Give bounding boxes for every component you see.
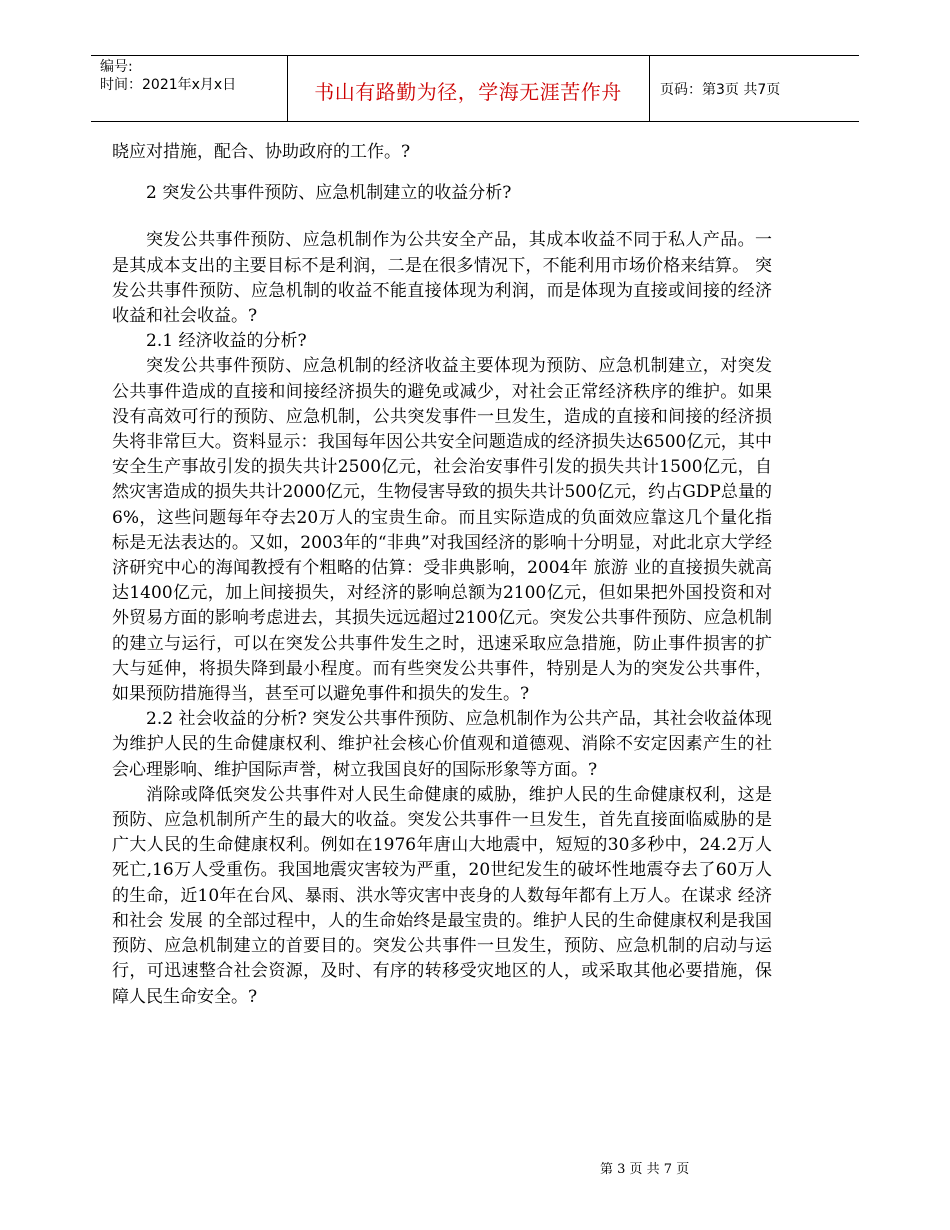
paragraph-0: 晓应对措施，配合、协助政府的工作。? bbox=[112, 142, 411, 162]
page-footer: 第 3 页 共 7 页 bbox=[600, 1162, 690, 1177]
header-meta bbox=[100, 58, 236, 94]
section-heading-2: 2 突发公共事件预防、应急机制建立的收益分析? bbox=[146, 183, 512, 204]
paragraph-2: 突发公共事件预防、应急机制的经济收益主要体现为预防、应急机制建立，对突发公共事件造成的直接和间接经济损失的避免或减少，对社会正常经济秩序的维护。如果没有高效可行的预防、应急机制，公共突发事件一旦发生，造成的直接和间接的经济损失将非常巨大。资料显示：我国每年因公共安全问题造成的经济损失达6500亿元，其中安全生产事故引发的损失共计2500亿元，社会治安事件引发的损失共计1500亿元，自然灾害造成的损失共计2000亿元，生物侵害导致的损失共计500亿元，约占GDP总量的6%，这些问题每年夺去20万人的宝贵生命。而且实际造成的负面效应靠这几个量化指标是无法表达的。又如，2003年的“非典”对我国经济的影响十分明显，对此北京大学经济研究中心的海闻教授有个粗略的估算：受非典影响，2004年 旅游 业的直接损失就高达1400亿元，加上间接损失，对经济的影响总额为2100亿元，但如果把外国投资和对外贸易方面的影响考虑进去，其损失远远超过2100亿元。突发公共事件预防、应急机制的建立与运行，可以在突发公共事件发生之时，迅速采取应急措施，防止事件损害的扩大与延伸，将损失降到最小程度。而有些突发公共事件，特别是人为的突发公共事件，如果预防措施得当，甚至可以避免事件和损失的发生。? bbox=[112, 356, 772, 705]
document-body bbox=[112, 140, 772, 1010]
time-label: 时间：2021年x月x日 bbox=[100, 77, 237, 93]
paragraph-3: 2.2 社会收益的分析? 突发公共事件预防、应急机制作为公共产品，其社会收益体现为维护人民的生命健康权利、维护社会核心价值观和道德观、消除不安定因素产生的社会心理影响、维护国际声誉，树立我国良好的国际形象等方面。? bbox=[112, 709, 772, 780]
header-bottom-rule bbox=[91, 121, 859, 122]
header-divider-right bbox=[649, 55, 650, 121]
paragraph-4: 消除或降低突发公共事件对人民生命健康的威胁，维护人民的生命健康权利，这是预防、应急机制所产生的最大的收益。突发公共事件一旦发生，首先直接面临威胁的是广大人民的生命健康权利。例如在1976年唐山大地震中，短短的30多秒中，24.2万人死亡,16万人受重伤。我国地震灾害较为严重，20世纪发生的破坏性地震夺去了60万人的生命，近10年在台风、暴雨、洪水等灾害中丧身的人数每年都有上万人。在谋求 经济 和社会 发展 的全部过程中，人的生命始终是最宝贵的。维护人民的生命健康权利是我国预防、应急机制建立的首要目的。突发公共事件一旦发生，预防、应急机制的启动与运行，可迅速整合社会资源，及时、有序的转移受灾地区的人，或采取其他必要措施，保障人民生命安全。? bbox=[112, 784, 772, 1007]
header-top-rule bbox=[91, 55, 859, 56]
header-page-label: 页码：第3页 共7页 bbox=[660, 82, 781, 98]
header-motto: 书山有路勤为径，学海无涯苦作舟 bbox=[314, 80, 622, 104]
number-label: 编号: bbox=[100, 59, 133, 75]
section-heading-2-1: 2.1 经济收益的分析? bbox=[146, 331, 307, 352]
paragraph-1: 突发公共事件预防、应急机制作为公共安全产品，其成本收益不同于私人产品。一是其成本支出的主要目标不是利润，二是在很多情况下，不能利用市场价格来结算。 突发公共事件预防、应急机制的收益不能直接体现为利润，而是体现为直接或间接的经济收益和社会收益。? bbox=[112, 230, 772, 327]
